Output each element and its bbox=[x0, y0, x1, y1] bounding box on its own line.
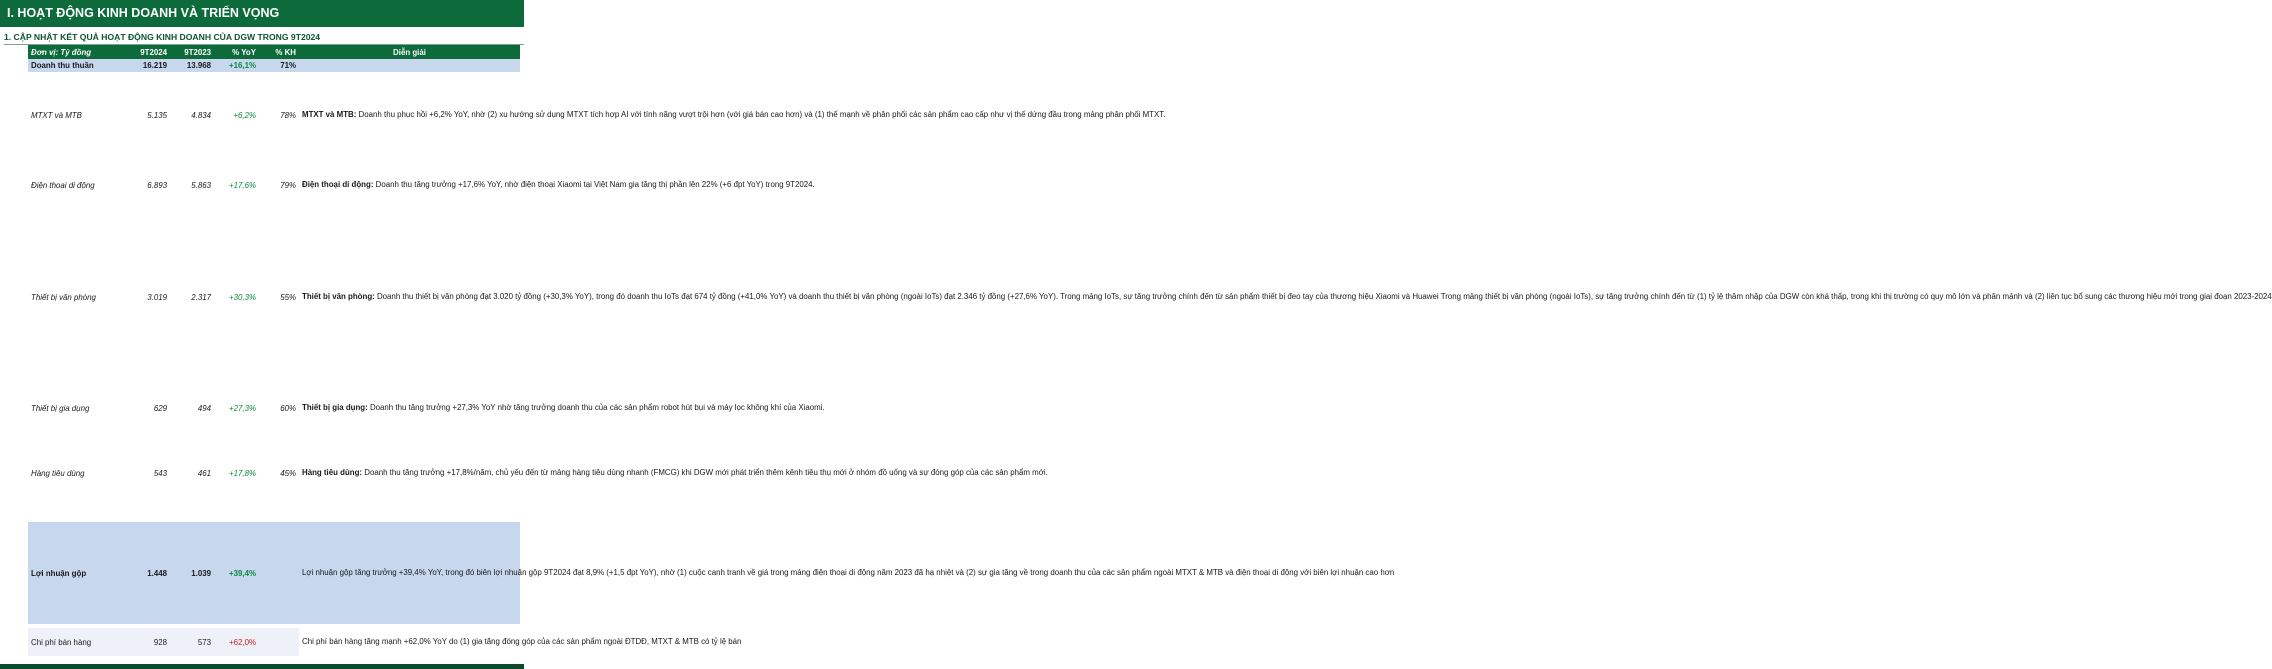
description-appliance bbox=[299, 382, 825, 434]
value-yoy: +30,3% bbox=[229, 292, 256, 302]
header-description: Diễn giải bbox=[299, 45, 520, 59]
table-row-revenue bbox=[28, 59, 520, 72]
value-9t2023: 1.039 bbox=[170, 522, 214, 624]
description-text: Doanh thu phục hồi +6,2% YoY, nhờ (2) xu hướng sử dụng MTXT tích hợp AI với tính năng vượt trội hơn (với giá bán cao hơn) và (1) thế mạnh về phân phối các sản phẩm cao cấp như vị thế dứng đầu trong mảng phân phối MTXT. bbox=[356, 110, 1166, 119]
value-yoy: +27,3% bbox=[229, 403, 256, 413]
value-9t2024: 1.448 bbox=[126, 522, 170, 624]
value-yoy: +17,6% bbox=[229, 180, 256, 190]
row-label: Thiết bị gia dụng bbox=[31, 403, 90, 413]
value-9t2023: 461 bbox=[197, 468, 211, 478]
value-yoy: +39,4% bbox=[214, 522, 259, 624]
description-text: Doanh thu thiết bị văn phòng đạt 3.020 tỷ đồng (+30,3% YoY), trong đó doanh thu IoTs đạt 674 tỷ đồng (+41,0% YoY) và doanh thu thiết bị văn phòng (ngoài IoTs) đạt 2.346 tỷ đồng (+27,6% YoY). Trong mảng IoTs, sự tăng trưởng chính đến từ sản phẩm thiết bị đeo tay của thương hiệu Xiaomi và Huawei Trong mảng thiết bị văn phòng (ngoài IoTs), sự tăng trưởng chính đến từ (1) tỷ lệ thâm nhập của DGW còn khá thấp, trong khi thị trường có quy mô lớn và phân mảnh và (2) liên tục bổ sung các thương hiệu mới trong giai đoạn 2023-2024 bbox=[374, 292, 2272, 301]
description-lead: Điện thoại di động: bbox=[302, 180, 374, 189]
table-row-mtxt bbox=[28, 72, 520, 158]
description-office bbox=[299, 212, 2272, 382]
value-9t2023: 494 bbox=[197, 403, 211, 413]
row-label: Thiết bị văn phòng bbox=[31, 292, 96, 302]
description-lead: Thiết bị gia dụng: bbox=[302, 403, 368, 412]
row-label: MTXT và MTB bbox=[31, 110, 82, 120]
value-9t2023: 2.317 bbox=[191, 292, 211, 302]
value-9t2024: 3.019 bbox=[147, 292, 167, 302]
subsection-title: 1. CẬP NHẬT KẾT QUẢ HOẠT ĐỘNG KINH DOANH CỦA DGW TRONG 9T2024 bbox=[4, 30, 524, 45]
value-yoy: +17,8% bbox=[229, 468, 256, 478]
value-9t2024: 928 bbox=[126, 628, 170, 656]
description-selling-cost: Chi phí bán hàng tăng mạnh +62,0% YoY do (1) gia tăng đóng góp của các sản phẩm ngoài ĐTDĐ, MTXT & MTB có tỷ lệ bán bbox=[299, 628, 520, 656]
value-yoy: +16,1% bbox=[214, 59, 259, 72]
value-kh bbox=[259, 522, 299, 624]
value-9t2024: 543 bbox=[153, 468, 167, 478]
value-9t2024: 6.893 bbox=[147, 180, 167, 190]
value-9t2023: 4.834 bbox=[191, 110, 211, 120]
description-text: Doanh thu tăng trưởng +17,6% YoY, nhờ điện thoại Xiaomi tại Việt Nam gia tăng thị phần lên 22% (+6 đpt YoY) trong 9T2024. bbox=[373, 180, 815, 189]
value-yoy: +62,0% bbox=[214, 628, 259, 656]
description-fmcg bbox=[299, 434, 1048, 512]
description-lead: MTXT và MTB: bbox=[302, 110, 357, 119]
value-9t2023: 5.863 bbox=[191, 180, 211, 190]
row-label: Doanh thu thuần bbox=[28, 59, 126, 72]
value-9t2023: 13.968 bbox=[170, 59, 214, 72]
section-title: I. HOẠT ĐỘNG KINH DOANH VÀ TRIỂN VỌNG bbox=[0, 0, 524, 27]
value-kh: 60% bbox=[280, 403, 296, 413]
spacer-row bbox=[28, 512, 520, 522]
description-text: Doanh thu tăng trưởng +27,3% YoY nhờ tăng trưởng doanh thu của các sản phẩm robot hút bụi và máy lọc không khí của Xiaomi. bbox=[367, 403, 825, 412]
row-label: Chi phí bán hàng bbox=[28, 628, 126, 656]
header-9t2023: 9T2023 bbox=[170, 45, 214, 59]
table-row-gross-profit bbox=[28, 522, 520, 624]
description-blank bbox=[299, 59, 520, 72]
row-label: Lợi nhuận gộp bbox=[28, 522, 126, 624]
description-lead: Thiết bị văn phòng: bbox=[302, 292, 375, 301]
value-kh: 45% bbox=[280, 468, 296, 478]
table-row-appliance bbox=[28, 382, 520, 434]
value-kh: 78% bbox=[280, 110, 296, 120]
row-label: Hàng tiêu dùng bbox=[31, 468, 85, 478]
value-yoy: +6,2% bbox=[233, 110, 256, 120]
value-9t2023: 573 bbox=[170, 628, 214, 656]
business-results-table bbox=[28, 45, 2272, 656]
bottom-divider bbox=[0, 664, 524, 669]
value-kh: 55% bbox=[280, 292, 296, 302]
header-yoy: % YoY bbox=[214, 45, 259, 59]
description-gross-profit: Lợi nhuận gộp tăng trưởng +39,4% YoY, trong đó biên lợi nhuận gộp 9T2024 đạt 8,9% (+1,5 đpt YoY), nhờ (1) cuộc canh tranh về giá trong mảng điện thoại di động năm 2023 đã hạ nhiệt và (2) sự gia tăng về trong doanh thu của các sản phẩm ngoài MTXT & MTB và điện thoại di động với biên lợi nhuận cao hơn bbox=[299, 522, 520, 624]
description-text: Doanh thu tăng trưởng +17,8%/năm, chủ yếu đến từ mảng hàng tiêu dùng nhanh (FMCG) khi DGW mới phát triển thêm kênh tiêu thụ mới ở nhóm đồ uống và sự đóng góp của các sản phẩm mới. bbox=[362, 468, 1048, 477]
table-row-fmcg bbox=[28, 434, 520, 512]
header-kh: % KH bbox=[259, 45, 299, 59]
table-row-office bbox=[28, 212, 520, 382]
table-row-phone bbox=[28, 158, 520, 212]
value-9t2024: 5.135 bbox=[147, 110, 167, 120]
row-label: Điện thoại di động bbox=[31, 180, 95, 190]
value-9t2024: 16.219 bbox=[126, 59, 170, 72]
description-lead: Hàng tiêu dùng: bbox=[302, 468, 363, 477]
value-9t2024: 629 bbox=[153, 403, 167, 413]
table-row-selling-cost bbox=[28, 628, 520, 656]
description-mtxt bbox=[299, 72, 1166, 158]
table-header-row bbox=[28, 45, 520, 59]
value-kh bbox=[259, 628, 299, 656]
value-kh: 79% bbox=[280, 180, 296, 190]
value-kh: 71% bbox=[259, 59, 299, 72]
header-unit: Đơn vị: Tỷ đồng bbox=[28, 45, 126, 59]
description-phone bbox=[299, 158, 815, 212]
header-9t2024: 9T2024 bbox=[126, 45, 170, 59]
